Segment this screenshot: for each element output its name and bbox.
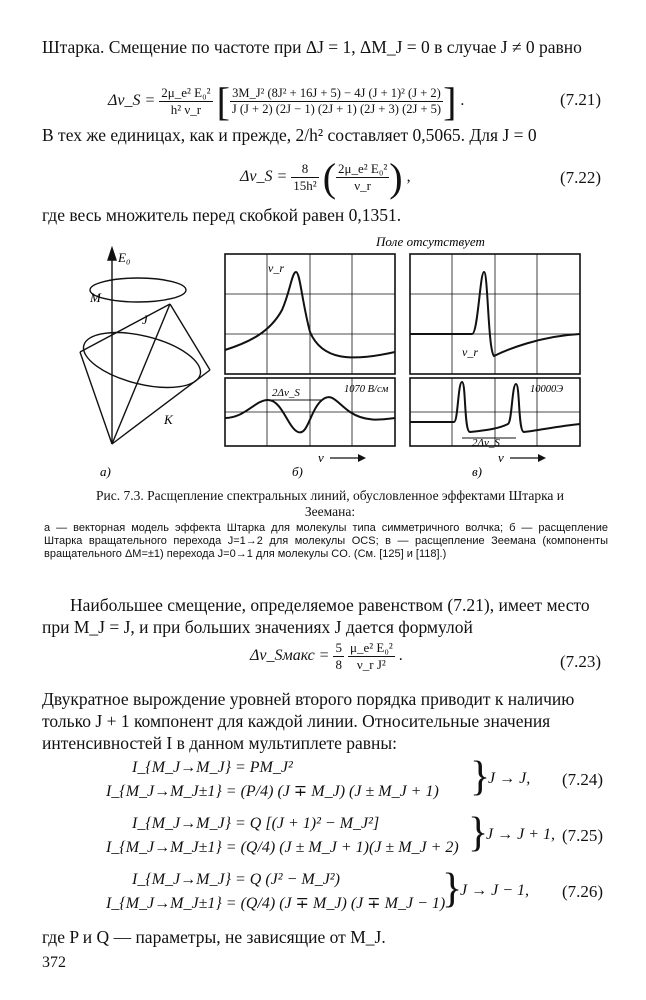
figure-caption-legend: а — векторная модель эффекта Штарка для молекулы типа симметричного волчка; б — расщепление Штарка вращательного перехода J=1→2 для молекулы OCS; в — расщепление Зеемана (компоненты вращательного ΔM=±1) перехода J=0→1 для молекулы CO. (См. [125] и [118].) — [44, 522, 608, 560]
eq-7-24-brace: } — [470, 754, 491, 800]
eq-7-22-coef-den: 15h² — [293, 178, 317, 193]
eq-7-25-line2: I_{M_J→M_J±1} = (Q/4) (J ± M_J + 1)(J ± M_J + 2) — [106, 839, 459, 856]
eq-7-26-brace: } — [442, 866, 463, 912]
intro-paragraph: Штарка. Смещение по частоте при ΔJ = 1, ΔM_J = 0 в случае J ≠ 0 равно — [42, 37, 582, 57]
e0-arrow-head — [108, 248, 116, 260]
eq-7-26-transition: J → J − 1, — [460, 882, 529, 899]
eq-7-22-lhs: Δν_S = — [240, 168, 288, 186]
eq-7-22-paren-num: 2μ_e² E₀² — [338, 161, 388, 176]
eq-7-24-line1: I_{M_J→M_J} = PM_J² — [132, 759, 293, 776]
eq-number-7-22: (7.22) — [560, 168, 602, 187]
eq-7-23-coef — [333, 640, 344, 673]
panel-label-b: б) — [292, 464, 303, 479]
label-nu-c: ν — [498, 450, 504, 465]
label-nu-r-c: ν_r — [462, 345, 478, 359]
eq-7-22-paren-den: ν_r — [354, 178, 372, 193]
cone-top-line — [80, 304, 170, 352]
eq-number-7-23: (7.23) — [560, 652, 602, 671]
eq-7-25-line1: I_{M_J→M_J} = Q [(J + 1)² − M_J²] — [132, 815, 380, 832]
eq-7-23-frac-num: μ_e² E₀² — [349, 640, 393, 655]
eq-7-21-coef-den: h² ν_r — [170, 102, 202, 117]
degeneracy-paragraph: Двукратное вырождение уровней второго порядка приводит к наличию только J + 1 компонент для каждой линии. Относительные значения интенсивностей I в данном мультиплете равны: — [42, 689, 575, 753]
figure-caption-title: Рис. 7.3. Расщепление спектральных линий, обусловленное эффектами Штарка и Зеемана: — [95, 488, 565, 519]
panel-label-c: в) — [472, 464, 482, 479]
eq-number-7-21: (7.21) — [560, 90, 602, 109]
page-number: 372 — [42, 954, 66, 971]
eq-7-26-line2: I_{M_J→M_J±1} = (Q/4) (J ∓ M_J) (J ∓ M_J − 1) — [106, 895, 446, 912]
eq-7-21-bracket — [230, 86, 443, 117]
eq-7-22-tail: , — [406, 168, 411, 186]
params-paragraph: где P и Q — параметры, не зависящие от M_J. — [42, 927, 386, 947]
label-delta-b: 2Δν_S — [272, 387, 300, 399]
panel-c-nu-arrow-head — [538, 454, 546, 462]
eq-7-23-coef-den: 8 — [335, 657, 342, 672]
eq-7-23-coef-num: 5 — [335, 640, 342, 655]
eq-7-22-coef-num: 8 — [291, 161, 318, 178]
label-nu-b: ν — [318, 450, 324, 465]
eq-7-21-bracket-den: J (J + 2) (2J − 1) (2J + 1) (2J + 3) (2J + 5) — [231, 102, 442, 116]
label-field-c: 10000Э — [530, 384, 564, 395]
panel-b-nu-arrow-head — [358, 454, 366, 462]
eq-number-7-25: (7.25) — [562, 826, 604, 845]
label-nu-r-b: ν_r — [268, 261, 284, 275]
panel-b-stark — [225, 254, 395, 462]
eq-7-23-lhs: Δν_Sмакс = — [250, 647, 330, 665]
eq-7-21-bracket-num: 3M_J² (8J² + 16J + 5) − 4J (J + 1)² (J + 2) — [230, 86, 443, 102]
eq-7-21-tail: . — [460, 92, 465, 110]
eq-7-21-coef-num: 2μ_e² E₀² — [161, 85, 211, 100]
eq-7-23-tail: . — [398, 647, 403, 665]
eq-number-7-24: (7.24) — [562, 770, 604, 789]
precession-ellipse-top — [90, 278, 186, 302]
label-k: K — [164, 412, 173, 427]
label-field-b: 1070 В/см — [344, 384, 389, 395]
factor-paragraph: где весь множитель перед скобкой равен 0,1351. — [42, 205, 402, 225]
equation-7-26 — [106, 868, 445, 916]
label-delta-c: 2Δν_S — [472, 437, 500, 449]
panel-a-vector-model — [78, 248, 210, 444]
label-e0: E₀ — [118, 250, 131, 265]
eq-7-24-line2: I_{M_J→M_J±1} = (P/4) (J ∓ M_J) (J ± M_J + 1) — [106, 783, 439, 800]
label-j: J — [142, 312, 148, 327]
equation-7-24 — [106, 756, 439, 804]
panel-label-a: а) — [100, 464, 111, 479]
equation-7-23 — [250, 640, 403, 673]
equation-7-25 — [106, 812, 459, 860]
equation-7-22: Δν_S = $\frac{8}{\text{15h²}}$ ( $\frac{\text{2μ\_e² E₀²}}{\nu\_r}$ ) , — [240, 155, 411, 200]
eq-7-24-transition: J → J, — [488, 770, 531, 787]
precession-ellipse-bottom — [78, 322, 206, 398]
eq-7-22-coef — [291, 161, 318, 194]
eq-7-26-line1: I_{M_J→M_J} = Q (J² − M_J²) — [132, 871, 340, 888]
figure-7-3 — [60, 232, 620, 482]
eq-7-25-transition: J → J + 1, — [486, 826, 555, 843]
label-no-field: Поле отсутствует — [376, 234, 485, 249]
j-vector — [112, 304, 170, 444]
eq-number-7-26: (7.26) — [562, 882, 604, 901]
units-paragraph: В тех же единицах, как и прежде, 2/h² составляет 0,5065. Для J = 0 — [42, 125, 537, 145]
cone-right-line — [170, 304, 210, 370]
eq-7-23-frac-den: ν_r J² — [356, 657, 386, 672]
eq-7-21-lhs: Δν_S = — [108, 92, 156, 110]
max-shift-paragraph: Наибольшее смещение, определяемое равенством (7.21), имеет место при M_J = J, и при больших значениях J дается формулой — [42, 595, 590, 637]
eq-7-21-coef — [159, 85, 212, 118]
eq-7-23-frac — [348, 640, 395, 673]
panel-c-zeeman — [410, 254, 580, 462]
label-m: M — [90, 290, 101, 305]
eq-7-22-paren — [336, 161, 389, 194]
eq-7-25-brace: } — [468, 810, 489, 856]
equation-7-21: Δν_S = $\frac{\text{2μ\_e² E₀²}}{\text{h² ν\_r}}$ [ $\frac{\text{3M\_J² (8J² + 16J + 5) − 4J (J + 1)² (J + 2)}}{J (J + 2) (2J - 1) (2J + 1) (2J + 3) (2J + 5)}$ ] . — [108, 79, 465, 124]
